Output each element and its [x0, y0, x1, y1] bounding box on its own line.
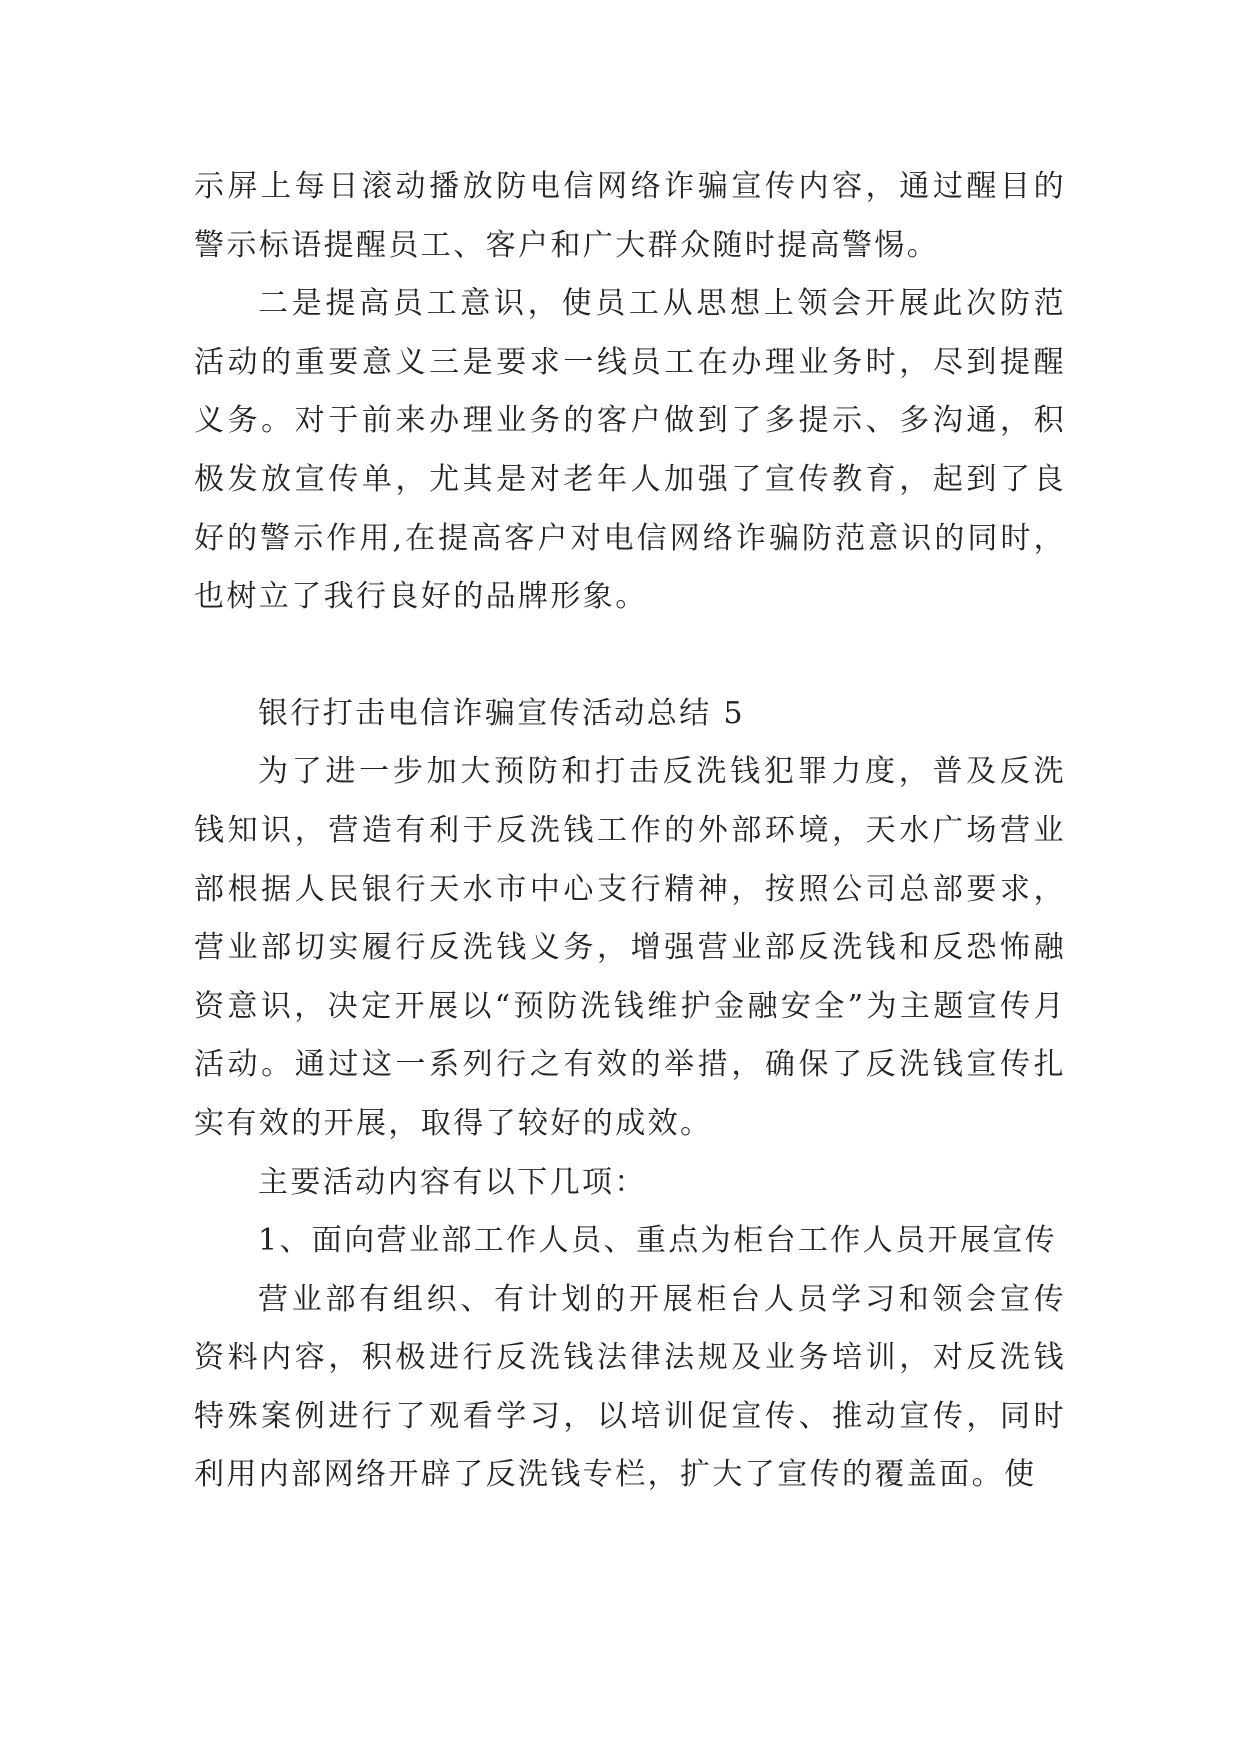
section-heading: 银行打击电信诈骗宣传活动总结 5 — [258, 695, 746, 731]
document-body — [194, 158, 1066, 1505]
paragraph-activity-item-1: 1、面向营业部工作人员、重点为柜台工作人员开展宣传 — [258, 1223, 1058, 1259]
paragraph-anti-money-laundering-intro: 为了进一步加大预防和打击反洗钱犯罪力度，普及反洗钱知识，营造有利于反洗钱工作的外部环境，天水广场营业部根据人民银行天水市中心支行精神，按照公司总部要求，营业部切实履行反洗钱义务，增强营业部反洗钱和反恐怖融资意识，决定开展以“预防洗钱维护金融安全”为主题宣传月活动。通过这一系列行之有效的举措，确保了反洗钱宣传扎实有效的开展，取得了较好的成效。 — [194, 754, 1066, 1141]
paragraph-continuation: 示屏上每日滚动播放防电信网络诈骗宣传内容，通过醒目的警示标语提醒员工、客户和广大群众随时提高警惕。 — [194, 169, 1066, 263]
paragraph-staff-training: 营业部有组织、有计划的开展柜台人员学习和领会宣传资料内容，积极进行反洗钱法律法规及业务培训，对反洗钱特殊案例进行了观看学习，以培训促宣传、推动宣传，同时利用内部网络开辟了反洗钱专栏，扩大了宣传的覆盖面。使 — [194, 1281, 1066, 1493]
paragraph-employee-awareness: 二是提高员工意识，使员工从思想上领会开展此次防范活动的重要意义三是要求一线员工在办理业务时，尽到提醒义务。对于前来办理业务的客户做到了多提示、多沟通，积极发放宣传单，尤其是对老年人加强了宣传教育，起到了良好的警示作用,在提高客户对电信网络诈骗防范意识的同时，也树立了我行良好的品牌形象。 — [194, 286, 1066, 615]
paragraph-activities-intro: 主要活动内容有以下几项： — [258, 1164, 647, 1200]
section-gap — [194, 627, 1066, 685]
